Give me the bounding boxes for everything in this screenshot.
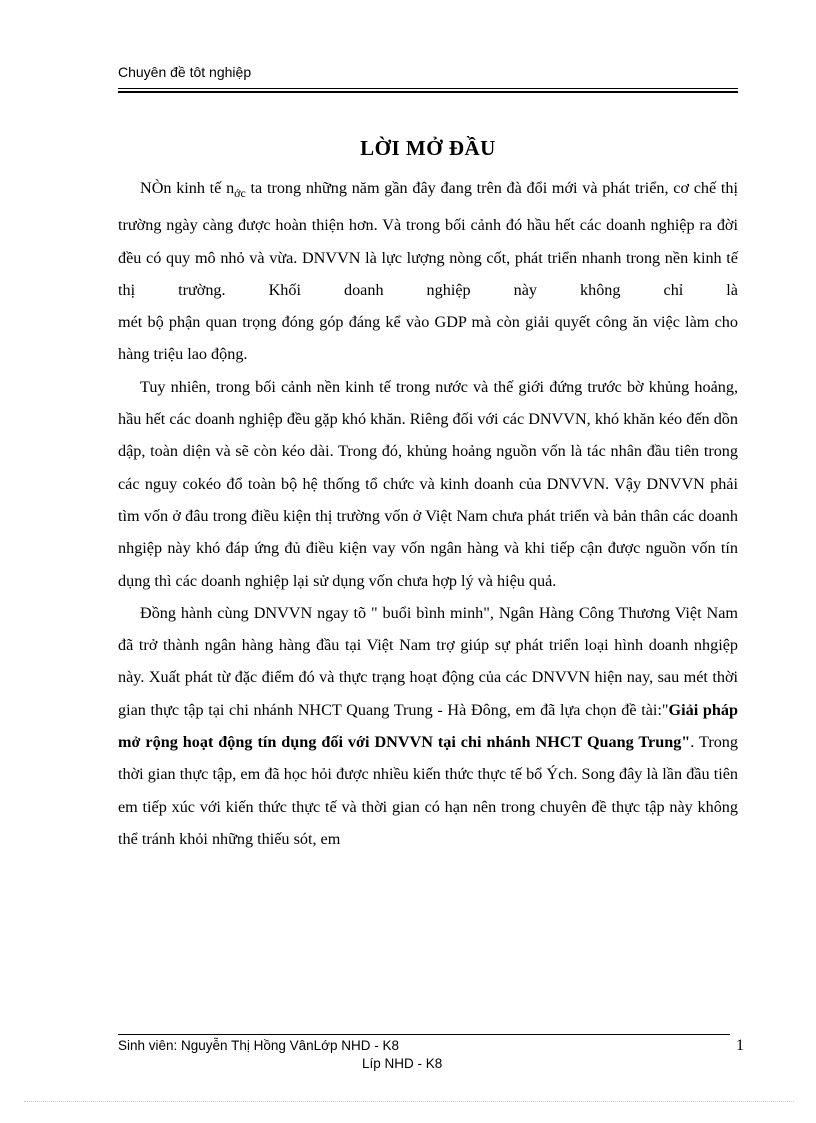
header-divider bbox=[118, 88, 738, 93]
document-body bbox=[118, 172, 738, 855]
page-number: 1 bbox=[736, 1037, 744, 1054]
intro-subscript: ớc bbox=[234, 186, 246, 200]
footer-class: Líp NHD - K8 bbox=[362, 1056, 443, 1071]
footer-divider bbox=[118, 1034, 730, 1035]
running-header: Chuyên đề tôt nghiệp bbox=[118, 64, 252, 80]
document-title: LỜI MỞ ĐẦU bbox=[360, 136, 496, 160]
intro-text-start: NÒn kinh tế n bbox=[140, 179, 235, 197]
paragraph-intro-continued: mét bộ phận quan trọng đóng góp đáng kể vào GDP mà còn giải quyết công ăn việc làm cho hàng triệu lao động. bbox=[118, 313, 738, 364]
intro-text-rest: ta trong những năm gần đây đang trên đà đổi mới và phát triển, cơ chế thị trường ngày càng được hoàn thiện hơn. Và trong bối cảnh đó hầu hết các doanh nghiệp ra đời đều có quy mô nhỏ và vừa. DNVVN là lực lượng nòng cốt, phát triển nhanh trong nền kinh tế thị trường. Khối doanh nghiệp này không chỉ là bbox=[118, 179, 738, 299]
thesis-title: Giải pháp mở rộng hoạt động tín dụng đối với DNVVN tại chi nhánh NHCT Quang Trung" bbox=[118, 700, 738, 752]
paragraph-topic bbox=[118, 597, 738, 855]
page-boundary bbox=[24, 1101, 794, 1102]
paragraph-context: Tuy nhiên, trong bối cảnh nền kinh tế trong nước và thế giới đứng trước bờ khủng hoảng, hầu hết các doanh nghiệp đều gặp khó khăn. Riêng đối với các DNVVN, khó khăn kéo đến dồn dập, toàn diện và sẽ còn kéo dài. Trong đó, khủng hoảng nguồn vốn là tác nhân đầu tiên trong các nguy cokéo đổ toàn bộ hệ thống tổ chức và kinh doanh của DNVVN. Vậy DNVVN phải tìm vốn ở đâu trong điều kiện thị trường vốn ở Việt Nam chưa phát triển và bản thân các doanh nhgiệp này khó đáp ứng đủ điều kiện vay vốn ngân hàng và khi tiếp cận được nguồn vốn tín dụng thì các doanh nghiệp lại sử dụng vốn chưa hợp lý và hiệu quả. bbox=[118, 377, 738, 590]
topic-text-before: Đồng hành cùng DNVVN ngay tõ " buổi bình minh", Ngân Hàng Công Thương Việt Nam đã trở thành ngân hàng hàng đầu tại Việt Nam trợ giúp sự phát triển loại hình doanh nhgiệp này. Xuất phát từ đặc điểm đó và thực trạng hoạt động của các DNVVN hiện nay, sau mét thời gian thực tập tại chi nhánh NHCT Quang Trung - Hà Đông, em đã lựa chọn đề tài:" bbox=[118, 603, 738, 719]
paragraph-intro bbox=[118, 172, 738, 306]
topic-text-after: . Trong thời gian thực tập, em đã học hỏi được nhiều kiến thức thực tế bổ Ých. Song đây là lần đầu tiên em tiếp xúc với kiến thức thực tế và thời gian có hạn nên trong chuyên đề thực tập này không thể tránh khỏi những thiếu sót, em bbox=[118, 733, 738, 848]
footer-student: Sinh viên: Nguyễn Thị Hồng VânLớp NHD - K8 bbox=[118, 1038, 400, 1053]
